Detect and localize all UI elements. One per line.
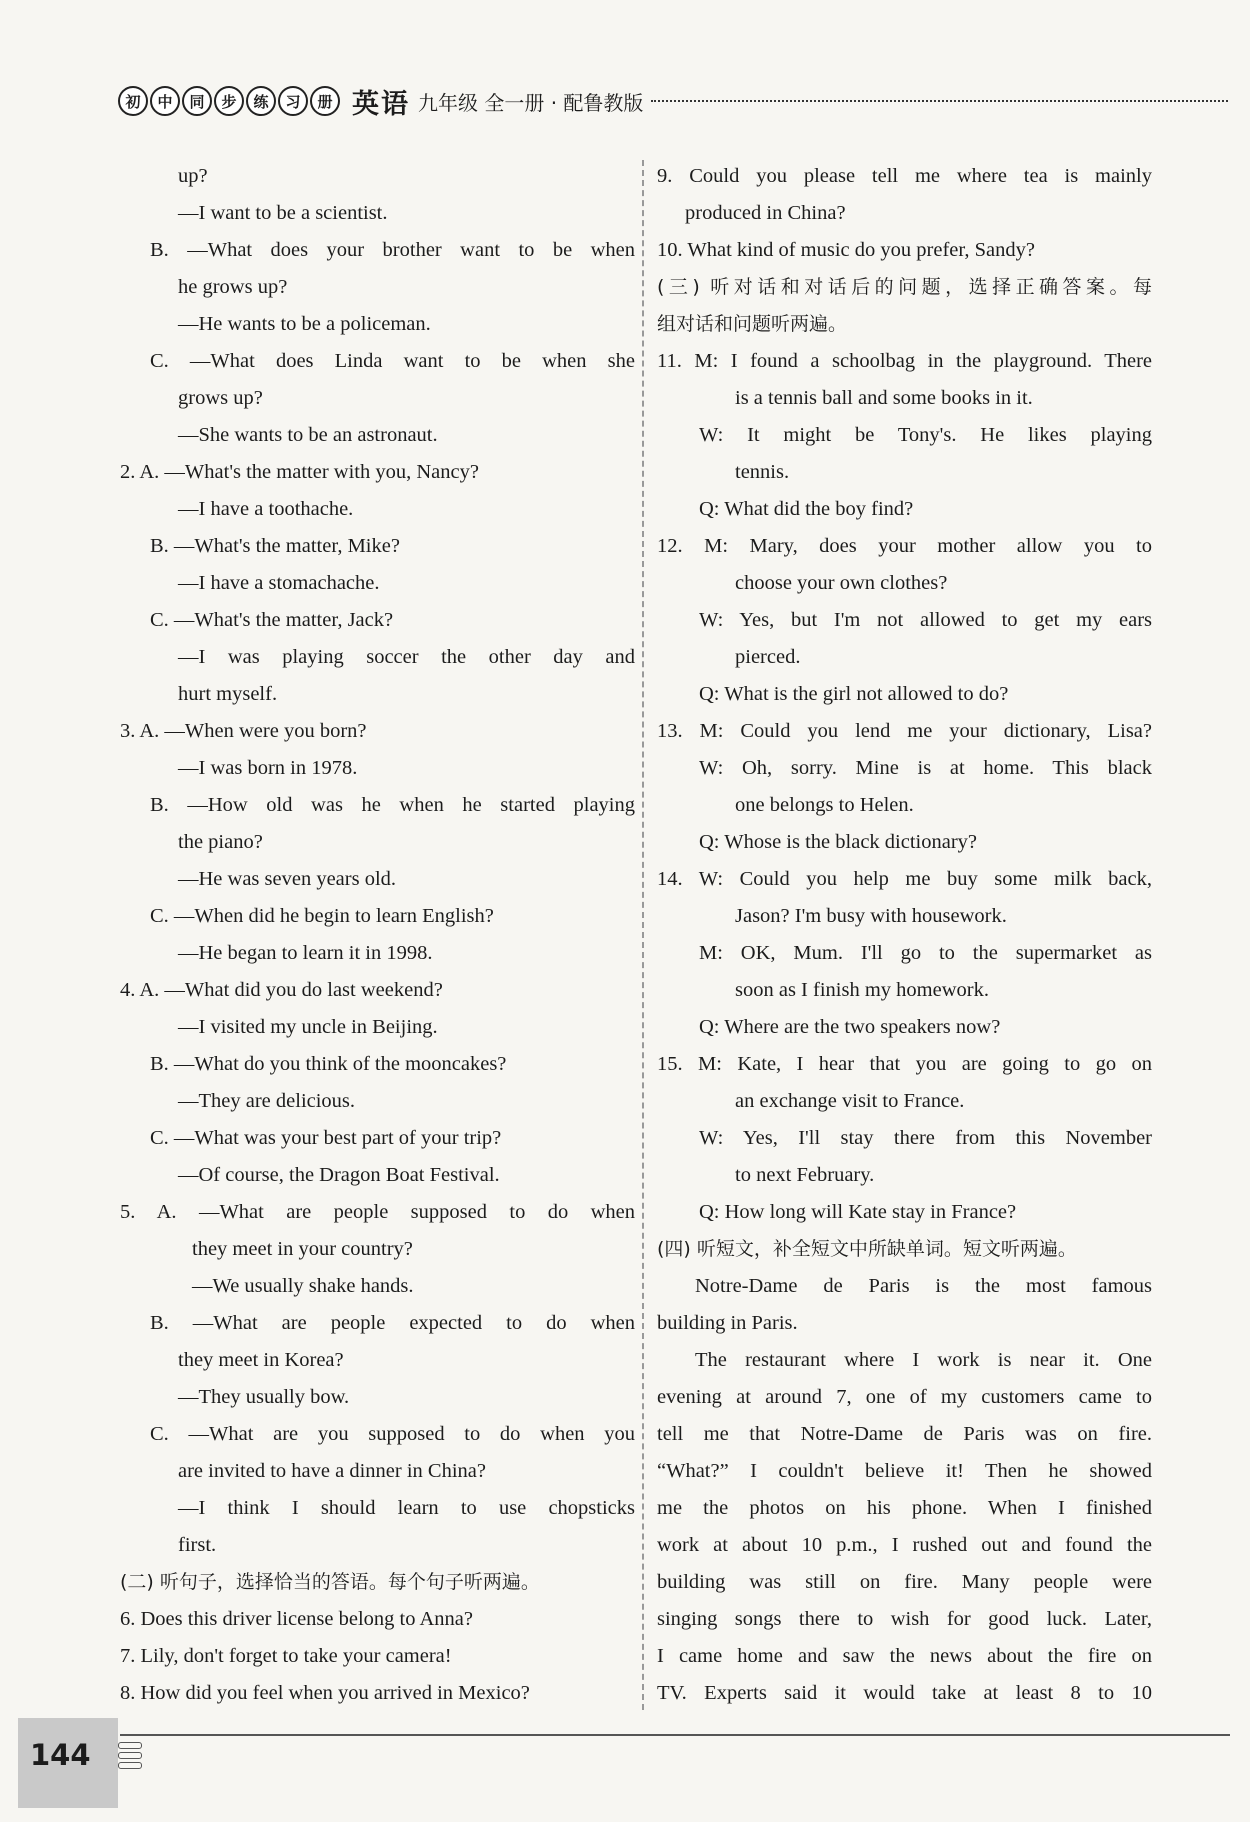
- text-line: —They are delicious.: [178, 1090, 356, 1112]
- text-line: produced in China?: [685, 202, 846, 224]
- right-column: [657, 158, 1152, 1712]
- text-line: 3. A. —When were you born?: [120, 720, 367, 742]
- text-line: —He was seven years old.: [178, 868, 397, 890]
- text-line: grows up?: [178, 387, 263, 409]
- footer-ornament: [118, 1742, 140, 1772]
- text-line: tell me that Notre-Dame de Paris was on fire.: [657, 1423, 1152, 1445]
- series-title-char: 练: [246, 86, 276, 116]
- text-line: —They usually bow.: [178, 1386, 350, 1408]
- text-line: building in Paris.: [657, 1312, 798, 1334]
- text-line: evening at around 7, one of my customers came to: [657, 1386, 1152, 1408]
- text-line: Q: Where are the two speakers now?: [699, 1016, 1001, 1038]
- text-line: up?: [178, 165, 208, 187]
- text-line: building was still on fire. Many people were: [657, 1571, 1152, 1593]
- text-line: choose your own clothes?: [735, 572, 948, 594]
- column-divider: [642, 160, 644, 1710]
- text-line: C. —When did he begin to learn English?: [150, 905, 494, 927]
- text-line: —Of course, the Dragon Boat Festival.: [178, 1164, 500, 1186]
- text-line: 4. A. —What did you do last weekend?: [120, 979, 443, 1001]
- text-line: —I visited my uncle in Beijing.: [178, 1016, 438, 1038]
- text-line: B. —How old was he when he started playing: [150, 794, 635, 816]
- section-heading: (三) 听对话和对话后的问题，选择正确答案。每: [657, 276, 1152, 298]
- text-line: soon as I finish my homework.: [735, 979, 989, 1001]
- text-line: is a tennis ball and some books in it.: [735, 387, 1033, 409]
- text-line: first.: [178, 1534, 217, 1556]
- text-line: —He began to learn it in 1998.: [178, 942, 433, 964]
- series-title-char: 初: [118, 86, 148, 116]
- text-line: 12. M: Mary, does your mother allow you to: [657, 535, 1152, 557]
- text-line: 15. M: Kate, I hear that you are going to go on: [657, 1053, 1152, 1075]
- text-line: The restaurant where I work is near it. One: [695, 1349, 1152, 1371]
- text-line: I came home and saw the news about the fire on: [657, 1645, 1152, 1667]
- text-line: 5. A. —What are people supposed to do when: [120, 1201, 635, 1223]
- text-line: C. —What was your best part of your trip?: [150, 1127, 502, 1149]
- page-header: [118, 80, 1228, 122]
- footer-rule: [120, 1734, 1230, 1736]
- series-title-badges: [118, 86, 340, 116]
- series-title-char: 中: [150, 86, 180, 116]
- text-line: 2. A. —What's the matter with you, Nancy?: [120, 461, 479, 483]
- text-line: 8. How did you feel when you arrived in Mexico?: [120, 1682, 530, 1704]
- text-line: the piano?: [178, 831, 263, 853]
- section-heading: (四) 听短文，补全短文中所缺单词。短文听两遍。: [657, 1238, 1077, 1260]
- text-line: C. —What's the matter, Jack?: [150, 609, 394, 631]
- text-line: Q: Whose is the black dictionary?: [699, 831, 978, 853]
- page-number: 144: [30, 1738, 91, 1772]
- text-line: —I was playing soccer the other day and: [178, 646, 635, 668]
- series-title-char: 同: [182, 86, 212, 116]
- section-heading: (二) 听句子，选择恰当的答语。每个句子听两遍。: [120, 1571, 540, 1593]
- text-line: B. —What do you think of the mooncakes?: [150, 1053, 507, 1075]
- text-line: C. —What does Linda want to be when she: [150, 350, 635, 372]
- text-line: —She wants to be an astronaut.: [178, 424, 438, 446]
- text-line: hurt myself.: [178, 683, 278, 705]
- series-title-char: 步: [214, 86, 244, 116]
- text-line: 14. W: Could you help me buy some milk back,: [657, 868, 1152, 890]
- text-line: Q: How long will Kate stay in France?: [699, 1201, 1017, 1223]
- text-line: an exchange visit to France.: [735, 1090, 965, 1112]
- text-line: W: Yes, I'll stay there from this November: [699, 1127, 1152, 1149]
- text-line: singing songs there to wish for good luck. Later,: [657, 1608, 1152, 1630]
- series-title-char: 习: [278, 86, 308, 116]
- text-line: 11. M: I found a schoolbag in the playground. There: [657, 350, 1152, 372]
- text-line: —We usually shake hands.: [192, 1275, 414, 1297]
- text-line: “What?” I couldn't believe it! Then he showed: [657, 1460, 1152, 1482]
- subject-title: 英语: [352, 88, 410, 120]
- text-line: B. —What's the matter, Mike?: [150, 535, 400, 557]
- text-line: —I have a toothache.: [178, 498, 354, 520]
- text-line: 9. Could you please tell me where tea is mainly: [657, 165, 1152, 187]
- text-line: 7. Lily, don't forget to take your camera!: [120, 1645, 452, 1667]
- text-line: 6. Does this driver license belong to Anna?: [120, 1608, 473, 1630]
- text-line: they meet in your country?: [192, 1238, 413, 1260]
- text-line: —I think I should learn to use chopsticks: [178, 1497, 635, 1519]
- header-dotted-rule: [651, 100, 1228, 102]
- text-line: 13. M: Could you lend me your dictionary, Lisa?: [657, 720, 1152, 742]
- text-line: Notre-Dame de Paris is the most famous: [695, 1275, 1152, 1297]
- left-column: [120, 158, 635, 1712]
- text-line: Q: What did the boy find?: [699, 498, 914, 520]
- text-line: B. —What does your brother want to be when: [150, 239, 635, 261]
- text-line: —I want to be a scientist.: [178, 202, 388, 224]
- text-line: pierced.: [735, 646, 801, 668]
- series-title-char: 册: [310, 86, 340, 116]
- text-line: one belongs to Helen.: [735, 794, 914, 816]
- text-line: they meet in Korea?: [178, 1349, 344, 1371]
- text-line: C. —What are you supposed to do when you: [150, 1423, 635, 1445]
- text-line: to next February.: [735, 1164, 875, 1186]
- text-line: W: Oh, sorry. Mine is at home. This black: [699, 757, 1152, 779]
- text-line: M: OK, Mum. I'll go to the supermarket as: [699, 942, 1152, 964]
- text-line: me the photos on his phone. When I finished: [657, 1497, 1152, 1519]
- text-line: —I have a stomachache.: [178, 572, 380, 594]
- text-line: Q: What is the girl not allowed to do?: [699, 683, 1009, 705]
- section-heading: 组对话和问题听两遍。: [657, 313, 848, 335]
- text-line: W: Yes, but I'm not allowed to get my ears: [699, 609, 1152, 631]
- text-line: work at about 10 p.m., I rushed out and found the: [657, 1534, 1152, 1556]
- text-line: —I was born in 1978.: [178, 757, 358, 779]
- text-line: are invited to have a dinner in China?: [178, 1460, 486, 1482]
- text-line: Jason? I'm busy with housework.: [735, 905, 1007, 927]
- text-line: 10. What kind of music do you prefer, Sandy?: [657, 239, 1035, 261]
- text-line: W: It might be Tony's. He likes playing: [699, 424, 1152, 446]
- text-line: B. —What are people expected to do when: [150, 1312, 635, 1334]
- text-line: tennis.: [735, 461, 790, 483]
- text-line: TV. Experts said it would take at least 8 to 10: [657, 1682, 1152, 1704]
- grade-edition-label: 九年级 全一册 · 配鲁教版: [418, 90, 644, 115]
- text-line: he grows up?: [178, 276, 288, 298]
- text-line: —He wants to be a policeman.: [178, 313, 431, 335]
